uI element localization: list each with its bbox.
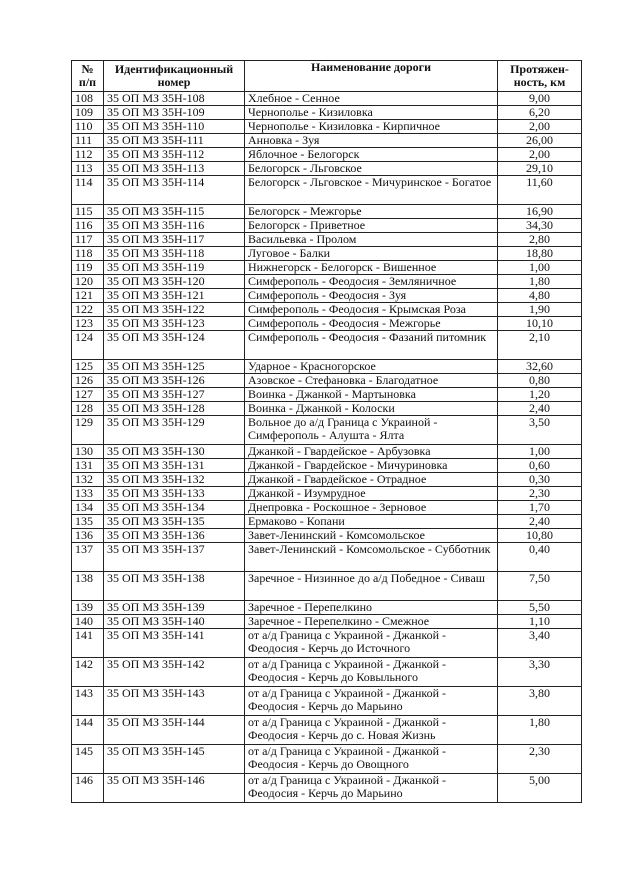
row-road-name: Белогорск - Льговское — [245, 162, 498, 176]
row-number: 123 — [72, 317, 104, 331]
table-row — [72, 572, 582, 601]
row-length: 1,00 — [498, 261, 582, 275]
table-row — [72, 774, 582, 803]
row-road-name: Заречное - Перепелкино — [245, 601, 498, 615]
table-row — [72, 148, 582, 162]
row-number: 135 — [72, 515, 104, 529]
row-ident: 35 ОП МЗ 35Н-127 — [104, 388, 245, 402]
row-road-name: Ермаково - Копани — [245, 515, 498, 529]
table-row — [72, 162, 582, 176]
row-number: 112 — [72, 148, 104, 162]
row-ident: 35 ОП МЗ 35Н-120 — [104, 275, 245, 289]
row-length: 3,80 — [498, 687, 582, 716]
table-row — [72, 289, 582, 303]
row-ident: 35 ОП МЗ 35Н-146 — [104, 774, 245, 803]
row-ident: 35 ОП МЗ 35Н-112 — [104, 148, 245, 162]
table-row — [72, 247, 582, 261]
row-ident: 35 ОП МЗ 35Н-113 — [104, 162, 245, 176]
row-road-name: Хлебное - Сенное — [245, 92, 498, 106]
table-row — [72, 416, 582, 445]
table-row — [72, 473, 582, 487]
row-length: 2,40 — [498, 515, 582, 529]
table-row — [72, 745, 582, 774]
row-ident: 35 ОП МЗ 35Н-145 — [104, 745, 245, 774]
row-length: 10,10 — [498, 317, 582, 331]
row-length: 1,10 — [498, 615, 582, 629]
row-number: 122 — [72, 303, 104, 317]
table-row — [72, 459, 582, 473]
row-number: 114 — [72, 176, 104, 205]
row-number: 121 — [72, 289, 104, 303]
row-road-name: Джанкой - Изумрудное — [245, 487, 498, 501]
table-row — [72, 233, 582, 247]
table-row — [72, 92, 582, 106]
row-ident: 35 ОП МЗ 35Н-119 — [104, 261, 245, 275]
row-road-name: Днепровка - Роскошное - Зерновое — [245, 501, 498, 515]
row-road-name: Белогорск - Льговское - Мичуринское - Богатое — [245, 176, 498, 205]
row-length: 2,30 — [498, 487, 582, 501]
row-number: 133 — [72, 487, 104, 501]
table-row — [72, 176, 582, 205]
row-number: 113 — [72, 162, 104, 176]
row-number: 116 — [72, 219, 104, 233]
row-length: 1,90 — [498, 303, 582, 317]
table-row — [72, 529, 582, 543]
row-ident: 35 ОП МЗ 35Н-111 — [104, 134, 245, 148]
row-road-name: от а/д Граница с Украиной - Джанкой - Феодосия - Керчь до Марьино — [245, 687, 498, 716]
row-road-name: от а/д Граница с Украиной - Джанкой - Феодосия - Керчь до Источного — [245, 629, 498, 658]
row-number: 127 — [72, 388, 104, 402]
table-row — [72, 331, 582, 360]
table-row — [72, 687, 582, 716]
row-road-name: от а/д Граница с Украиной - Джанкой - Феодосия - Керчь до Ковыльного — [245, 658, 498, 687]
row-road-name: Вольное до а/д Граница с Украиной - Симферополь - Алушта - Ялта — [245, 416, 498, 445]
row-number: 125 — [72, 360, 104, 374]
row-number: 126 — [72, 374, 104, 388]
row-road-name: Симферополь - Феодосия - Земляничное — [245, 275, 498, 289]
header-ident: Идентификационный номер — [104, 61, 245, 92]
row-ident: 35 ОП МЗ 35Н-109 — [104, 106, 245, 120]
row-ident: 35 ОП МЗ 35Н-141 — [104, 629, 245, 658]
row-length: 7,50 — [498, 572, 582, 601]
row-ident: 35 ОП МЗ 35Н-125 — [104, 360, 245, 374]
row-length: 5,50 — [498, 601, 582, 615]
row-road-name: Симферополь - Феодосия - Межгорье — [245, 317, 498, 331]
row-length: 32,60 — [498, 360, 582, 374]
row-ident: 35 ОП МЗ 35Н-128 — [104, 402, 245, 416]
table-row — [72, 543, 582, 572]
row-number: 131 — [72, 459, 104, 473]
table-row — [72, 360, 582, 374]
row-number: 138 — [72, 572, 104, 601]
row-ident: 35 ОП МЗ 35Н-124 — [104, 331, 245, 360]
row-number: 136 — [72, 529, 104, 543]
row-number: 146 — [72, 774, 104, 803]
table-row — [72, 615, 582, 629]
table-row — [72, 487, 582, 501]
row-road-name: от а/д Граница с Украиной - Джанкой - Феодосия - Керчь до с. Новая Жизнь — [245, 716, 498, 745]
row-road-name: Воинка - Джанкой - Колоски — [245, 402, 498, 416]
row-road-name: Симферополь - Феодосия - Фазаний питомник — [245, 331, 498, 360]
row-ident: 35 ОП МЗ 35Н-122 — [104, 303, 245, 317]
row-road-name: Завет-Ленинский - Комсомольское — [245, 529, 498, 543]
row-length: 3,30 — [498, 658, 582, 687]
row-road-name: Ударное - Красногорское — [245, 360, 498, 374]
row-number: 118 — [72, 247, 104, 261]
header-length: Протяжен-ность, км — [498, 61, 582, 92]
row-road-name: от а/д Граница с Украиной - Джанкой - Феодосия - Керчь до Марьино — [245, 774, 498, 803]
row-number: 132 — [72, 473, 104, 487]
table-row — [72, 317, 582, 331]
table-row — [72, 601, 582, 615]
row-length: 6,20 — [498, 106, 582, 120]
row-length: 2,30 — [498, 745, 582, 774]
row-length: 1,80 — [498, 275, 582, 289]
row-length: 1,70 — [498, 501, 582, 515]
row-length: 16,90 — [498, 205, 582, 219]
table-row — [72, 106, 582, 120]
row-ident: 35 ОП МЗ 35Н-143 — [104, 687, 245, 716]
table-row — [72, 658, 582, 687]
row-number: 128 — [72, 402, 104, 416]
row-ident: 35 ОП МЗ 35Н-140 — [104, 615, 245, 629]
table-row — [72, 134, 582, 148]
row-number: 124 — [72, 331, 104, 360]
row-number: 111 — [72, 134, 104, 148]
row-road-name: Васильевка - Пролом — [245, 233, 498, 247]
table-row — [72, 716, 582, 745]
row-length: 1,80 — [498, 716, 582, 745]
row-road-name: Луговое - Балки — [245, 247, 498, 261]
row-ident: 35 ОП МЗ 35Н-135 — [104, 515, 245, 529]
row-length: 2,80 — [498, 233, 582, 247]
row-length: 3,50 — [498, 416, 582, 445]
row-road-name: Азовское - Стефановка - Благодатное — [245, 374, 498, 388]
row-ident: 35 ОП МЗ 35Н-139 — [104, 601, 245, 615]
row-number: 143 — [72, 687, 104, 716]
row-ident: 35 ОП МЗ 35Н-108 — [104, 92, 245, 106]
table-row — [72, 120, 582, 134]
table-row — [72, 501, 582, 515]
row-road-name: от а/д Граница с Украиной - Джанкой - Феодосия - Керчь до Овощного — [245, 745, 498, 774]
row-length: 0,30 — [498, 473, 582, 487]
row-length: 5,00 — [498, 774, 582, 803]
row-road-name: Анновка - Зуя — [245, 134, 498, 148]
table-row — [72, 629, 582, 658]
row-road-name: Заречное - Перепелкино - Смежное — [245, 615, 498, 629]
row-ident: 35 ОП МЗ 35Н-137 — [104, 543, 245, 572]
row-ident: 35 ОП МЗ 35Н-138 — [104, 572, 245, 601]
row-length: 34,30 — [498, 219, 582, 233]
row-number: 119 — [72, 261, 104, 275]
table-row — [72, 261, 582, 275]
row-road-name: Чернополье - Кизиловка - Кирпичное — [245, 120, 498, 134]
row-road-name: Симферополь - Феодосия - Зуя — [245, 289, 498, 303]
row-road-name: Чернополье - Кизиловка — [245, 106, 498, 120]
row-number: 140 — [72, 615, 104, 629]
row-ident: 35 ОП МЗ 35Н-132 — [104, 473, 245, 487]
row-length: 1,20 — [498, 388, 582, 402]
table-row — [72, 402, 582, 416]
row-number: 137 — [72, 543, 104, 572]
table-row — [72, 515, 582, 529]
table-row — [72, 219, 582, 233]
row-road-name: Белогорск - Приветное — [245, 219, 498, 233]
row-ident: 35 ОП МЗ 35Н-121 — [104, 289, 245, 303]
row-ident: 35 ОП МЗ 35Н-129 — [104, 416, 245, 445]
row-road-name: Белогорск - Межгорье — [245, 205, 498, 219]
row-length: 4,80 — [498, 289, 582, 303]
table-row — [72, 445, 582, 459]
row-number: 109 — [72, 106, 104, 120]
row-number: 134 — [72, 501, 104, 515]
row-length: 2,10 — [498, 331, 582, 360]
row-ident: 35 ОП МЗ 35Н-115 — [104, 205, 245, 219]
row-length: 18,80 — [498, 247, 582, 261]
row-length: 2,40 — [498, 402, 582, 416]
table-body — [72, 92, 582, 803]
row-number: 108 — [72, 92, 104, 106]
row-length: 29,10 — [498, 162, 582, 176]
row-number: 144 — [72, 716, 104, 745]
row-ident: 35 ОП МЗ 35Н-130 — [104, 445, 245, 459]
row-ident: 35 ОП МЗ 35Н-123 — [104, 317, 245, 331]
row-ident: 35 ОП МЗ 35Н-142 — [104, 658, 245, 687]
table-row — [72, 275, 582, 289]
header-row — [72, 61, 582, 92]
table-row — [72, 374, 582, 388]
row-length: 1,00 — [498, 445, 582, 459]
row-number: 110 — [72, 120, 104, 134]
header-num: № п/п — [72, 61, 104, 92]
row-number: 130 — [72, 445, 104, 459]
table-row — [72, 303, 582, 317]
row-number: 139 — [72, 601, 104, 615]
row-ident: 35 ОП МЗ 35Н-134 — [104, 501, 245, 515]
row-road-name: Джанкой - Гвардейское - Арбузовка — [245, 445, 498, 459]
row-number: 129 — [72, 416, 104, 445]
roads-table — [71, 60, 582, 803]
row-length: 0,80 — [498, 374, 582, 388]
row-number: 115 — [72, 205, 104, 219]
row-road-name: Заречное - Низинное до а/д Победное - Сиваш — [245, 572, 498, 601]
row-number: 142 — [72, 658, 104, 687]
row-ident: 35 ОП МЗ 35Н-110 — [104, 120, 245, 134]
row-ident: 35 ОП МЗ 35Н-133 — [104, 487, 245, 501]
row-ident: 35 ОП МЗ 35Н-114 — [104, 176, 245, 205]
header-name: Наименование дороги — [245, 61, 498, 92]
row-length: 11,60 — [498, 176, 582, 205]
row-ident: 35 ОП МЗ 35Н-118 — [104, 247, 245, 261]
row-length: 0,40 — [498, 543, 582, 572]
row-road-name: Яблочное - Белогорск — [245, 148, 498, 162]
row-number: 117 — [72, 233, 104, 247]
row-length: 10,80 — [498, 529, 582, 543]
row-ident: 35 ОП МЗ 35Н-126 — [104, 374, 245, 388]
row-length: 2,00 — [498, 120, 582, 134]
row-road-name: Воинка - Джанкой - Мартыновка — [245, 388, 498, 402]
row-road-name: Нижнегорск - Белогорск - Вишенное — [245, 261, 498, 275]
row-road-name: Завет-Ленинский - Комсомольское - Субботник — [245, 543, 498, 572]
row-road-name: Джанкой - Гвардейское - Мичуриновка — [245, 459, 498, 473]
table-row — [72, 205, 582, 219]
row-length: 26,00 — [498, 134, 582, 148]
row-ident: 35 ОП МЗ 35Н-136 — [104, 529, 245, 543]
row-length: 2,00 — [498, 148, 582, 162]
row-road-name: Джанкой - Гвардейское - Отрадное — [245, 473, 498, 487]
row-ident: 35 ОП МЗ 35Н-117 — [104, 233, 245, 247]
row-number: 145 — [72, 745, 104, 774]
row-length: 9,00 — [498, 92, 582, 106]
row-ident: 35 ОП МЗ 35Н-116 — [104, 219, 245, 233]
table-row — [72, 388, 582, 402]
row-length: 3,40 — [498, 629, 582, 658]
row-ident: 35 ОП МЗ 35Н-144 — [104, 716, 245, 745]
row-length: 0,60 — [498, 459, 582, 473]
row-road-name: Симферополь - Феодосия - Крымская Роза — [245, 303, 498, 317]
row-number: 141 — [72, 629, 104, 658]
row-ident: 35 ОП МЗ 35Н-131 — [104, 459, 245, 473]
row-number: 120 — [72, 275, 104, 289]
